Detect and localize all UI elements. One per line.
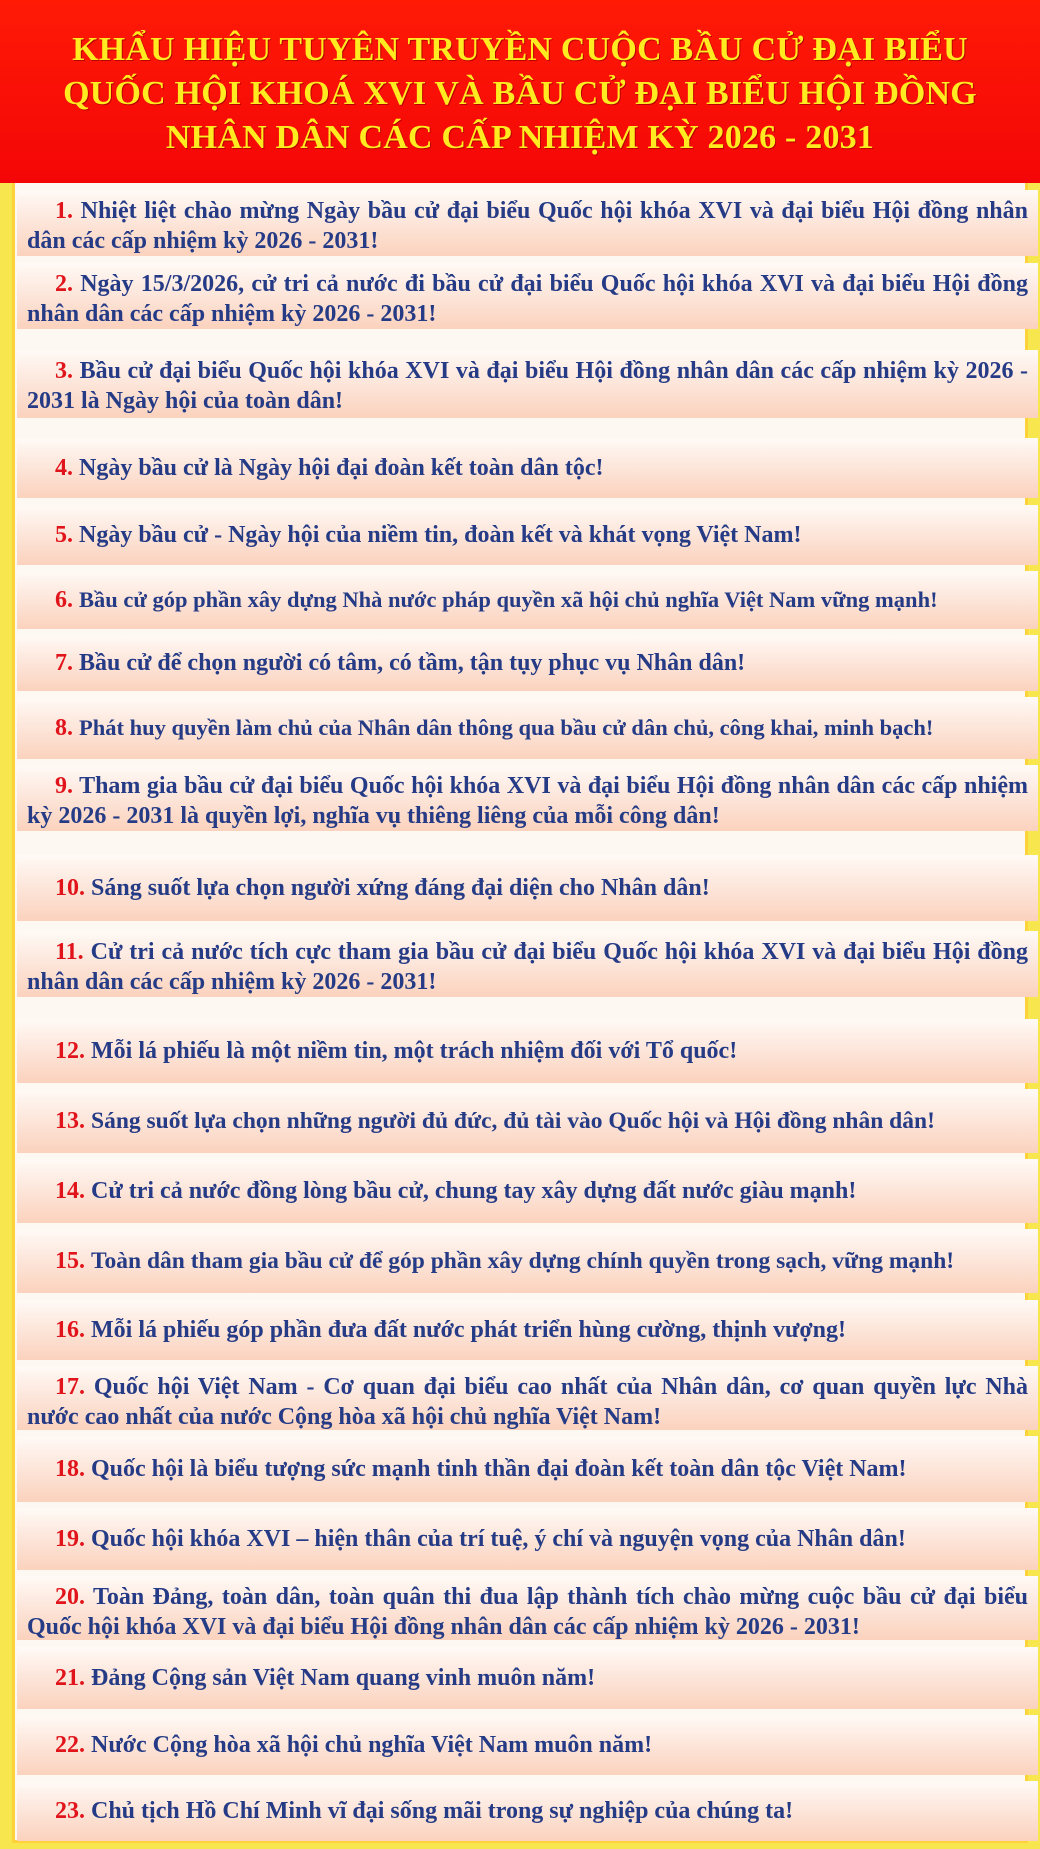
slogan-number: 23.	[55, 1798, 85, 1824]
slogan-number: 6.	[55, 587, 73, 613]
slogan-item-10	[17, 855, 1038, 921]
slogan-text: Ngày bầu cử - Ngày hội của niềm tin, đoàn kết và khát vọng Việt Nam!	[79, 522, 802, 548]
slogan-item-16	[17, 1300, 1038, 1360]
slogan-item-14	[17, 1159, 1038, 1223]
slogan-item-12	[17, 1019, 1038, 1083]
slogan-number: 2.	[55, 271, 73, 297]
slogan-text: Bầu cử để chọn người có tâm, có tầm, tận tụy phục vụ Nhân dân!	[79, 650, 746, 676]
slogan-text: Toàn dân tham gia bầu cử để góp phần xây dựng chính quyền trong sạch, vững mạnh!	[91, 1248, 955, 1274]
slogan-item-18	[17, 1436, 1038, 1502]
slogan-number: 21.	[55, 1665, 85, 1691]
slogan-item-17	[17, 1366, 1038, 1430]
slogan-text: Chủ tịch Hồ Chí Minh vĩ đại sống mãi trong sự nghiệp của chúng ta!	[91, 1798, 794, 1824]
slogan-item-19	[17, 1508, 1038, 1570]
slogan-number: 14.	[55, 1178, 85, 1204]
slogan-number: 16.	[55, 1317, 85, 1343]
slogan-number: 5.	[55, 522, 73, 548]
slogan-number: 22.	[55, 1732, 85, 1758]
slogan-item-22	[17, 1715, 1038, 1775]
slogan-text: Nhiệt liệt chào mừng Ngày bầu cử đại biểu Quốc hội khóa XVI và đại biểu Hội đồng nhân dân các cấp nhiệm kỳ 2026 - 2031!	[27, 198, 1028, 254]
slogan-text: Ngày 15/3/2026, cử tri cả nước đi bầu cử đại biểu Quốc hội khóa XVI và đại biểu Hội đồng nhân dân các cấp nhiệm kỳ 2026 - 2031!	[27, 271, 1028, 327]
slogan-text: Mỗi lá phiếu là một niềm tin, một trách nhiệm đối với Tổ quốc!	[91, 1038, 738, 1064]
slogan-item-8	[17, 697, 1038, 759]
slogan-text: Cử tri cả nước tích cực tham gia bầu cử đại biểu Quốc hội khóa XVI và đại biểu Hội đồng nhân dân các cấp nhiệm kỳ 2026 - 2031!	[27, 939, 1029, 995]
slogan-number: 9.	[55, 773, 73, 799]
slogan-text: Quốc hội khóa XVI – hiện thân của trí tuệ, ý chí và nguyện vọng của Nhân dân!	[91, 1526, 906, 1552]
slogan-number: 3.	[55, 358, 73, 384]
slogan-text: Sáng suốt lựa chọn những người đủ đức, đủ tài vào Quốc hội và Hội đồng nhân dân!	[91, 1108, 935, 1134]
slogan-number: 12.	[55, 1038, 85, 1064]
slogan-item-23	[17, 1781, 1038, 1841]
slogan-number: 11.	[55, 939, 84, 965]
slogan-item-2	[17, 263, 1038, 329]
slogan-text: Bầu cử góp phần xây dựng Nhà nước pháp quyền xã hội chủ nghĩa Việt Nam vững mạnh!	[79, 587, 938, 612]
slogan-item-13	[17, 1089, 1038, 1153]
slogan-number: 8.	[55, 715, 73, 741]
slogan-text: Cử tri cả nước đồng lòng bầu cử, chung tay xây dựng đất nước giàu mạnh!	[91, 1178, 857, 1204]
slogan-number: 10.	[55, 875, 85, 901]
slogan-number: 19.	[55, 1526, 85, 1552]
poster-title-line-3: NHÂN DÂN CÁC CẤP NHIỆM KỲ 2026 - 2031	[165, 118, 875, 156]
slogan-item-15	[17, 1229, 1038, 1293]
slogan-number: 17.	[55, 1374, 85, 1400]
slogan-number: 4.	[55, 455, 73, 481]
slogan-text: Quốc hội Việt Nam - Cơ quan đại biểu cao nhất của Nhân dân, cơ quan quyền lực Nhà nước cao nhất của nước Cộng hòa xã hội chủ nghĩa Việt Nam!	[27, 1374, 1028, 1430]
slogan-item-21	[17, 1647, 1038, 1709]
slogan-number: 7.	[55, 650, 73, 676]
slogan-item-3	[17, 350, 1038, 418]
slogan-item-1	[17, 190, 1038, 256]
poster-header	[0, 0, 1040, 183]
slogan-item-7	[17, 635, 1038, 691]
slogan-text: Nước Cộng hòa xã hội chủ nghĩa Việt Nam muôn năm!	[91, 1732, 653, 1758]
slogan-number: 15.	[55, 1248, 85, 1274]
poster-title-line-1: KHẨU HIỆU TUYÊN TRUYỀN CUỘC BẦU CỬ ĐẠI BIỂU	[72, 30, 968, 68]
slogan-item-5	[17, 505, 1038, 565]
slogan-number: 20.	[55, 1584, 85, 1610]
slogan-number: 1.	[55, 198, 73, 224]
slogan-number: 18.	[55, 1456, 85, 1482]
slogan-item-20	[17, 1576, 1038, 1640]
slogan-item-11	[17, 931, 1038, 997]
slogan-text: Bầu cử đại biểu Quốc hội khóa XVI và đại biểu Hội đồng nhân dân các cấp nhiệm kỳ 2026 - 2031 là Ngày hội của toàn dân!	[27, 358, 1029, 414]
slogan-text: Đảng Cộng sản Việt Nam quang vinh muôn năm!	[91, 1665, 596, 1691]
slogan-text: Toàn Đảng, toàn dân, toàn quân thi đua lập thành tích chào mừng cuộc bầu cử đại biểu Quốc hội khóa XVI và đại biểu Hội đồng nhân dân các cấp nhiệm kỳ 2026 - 2031!	[27, 1584, 1028, 1640]
slogan-text: Sáng suốt lựa chọn người xứng đáng đại diện cho Nhân dân!	[91, 875, 710, 901]
slogan-item-6	[17, 571, 1038, 629]
slogan-item-9	[17, 765, 1038, 831]
slogan-list	[12, 183, 1028, 1843]
slogan-text: Phát huy quyền làm chủ của Nhân dân thông qua bầu cử dân chủ, công khai, minh bạch!	[79, 715, 934, 740]
poster-title-line-2: QUỐC HỘI KHOÁ XVI VÀ BẦU CỬ ĐẠI BIỂU HỘI ĐỒNG	[63, 74, 977, 112]
slogan-text: Tham gia bầu cử đại biểu Quốc hội khóa XVI và đại biểu Hội đồng nhân dân các cấp nhiệm kỳ 2026 - 2031 là quyền lợi, nghĩa vụ thiêng liêng của mỗi công dân!	[27, 773, 1028, 829]
slogan-text: Ngày bầu cử là Ngày hội đại đoàn kết toàn dân tộc!	[79, 455, 604, 481]
slogan-item-4	[17, 438, 1038, 498]
slogan-text: Mỗi lá phiếu góp phần đưa đất nước phát triển hùng cường, thịnh vượng!	[91, 1317, 846, 1343]
slogan-text: Quốc hội là biểu tượng sức mạnh tinh thần đại đoàn kết toàn dân tộc Việt Nam!	[91, 1456, 907, 1482]
slogan-number: 13.	[55, 1108, 85, 1134]
